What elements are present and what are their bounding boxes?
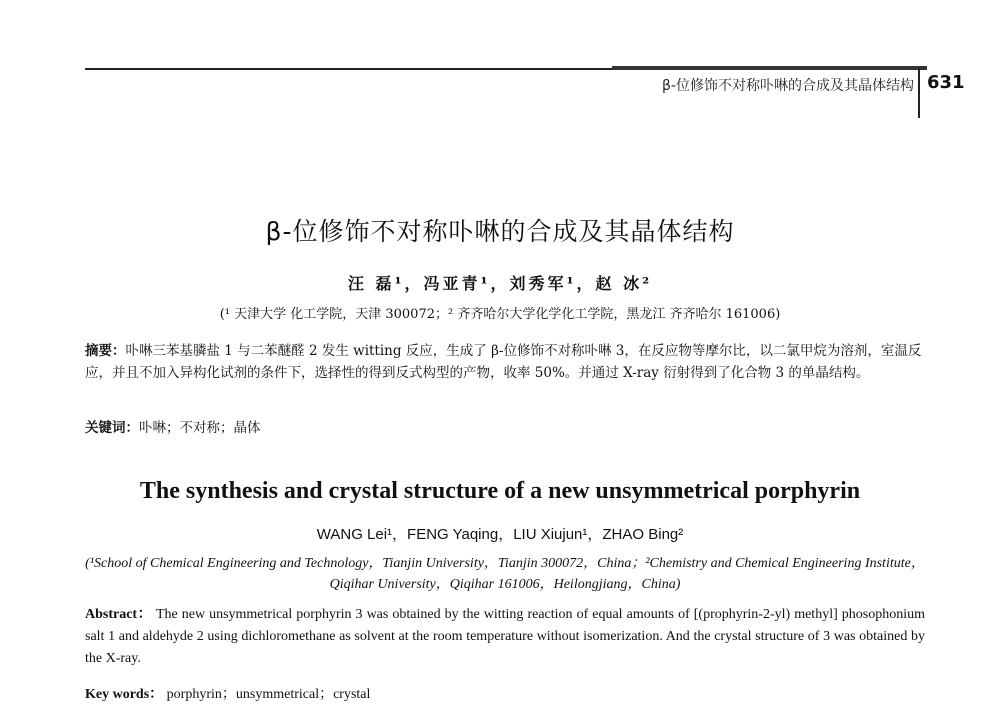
chinese-abstract-label: 摘要：	[85, 343, 126, 359]
english-authors: WANG Lei¹，FENG Yaqing，LIU Xiujun¹，ZHAO Bing²	[316, 526, 684, 543]
english-keywords	[85, 683, 925, 703]
chinese-affiliations: (¹ 天津大学 化工学院，天津 300072；² 齐齐哈尔大学化学化工学院，黑龙江 齐齐哈尔 161006)	[219, 307, 781, 322]
running-title: β-位修饰不对称卟啉的合成及其晶体结构	[662, 78, 914, 94]
chinese-title: β-位修饰不对称卟啉的合成及其晶体结构	[265, 217, 735, 246]
chinese-authors: 汪 磊¹，冯亚青¹，刘秀军¹，赵 冰²	[347, 274, 653, 293]
page-number: 631	[927, 72, 965, 93]
english-keywords-text: porphyrin；unsymmetrical；crystal	[166, 687, 371, 702]
header-rule-accent	[612, 66, 927, 70]
english-abstract-label: Abstract：	[85, 607, 153, 622]
english-abstract	[85, 604, 925, 670]
chinese-keywords-text: 卟啉；不对称；晶体	[139, 420, 261, 436]
chinese-keywords	[85, 416, 925, 436]
chinese-abstract-text: 卟啉三苯基膦盐 1 与二苯醚醛 2 发生 witting 反应，生成了 β-位修饰不对称卟啉 3，在反应物等摩尔比，以二氯甲烷为溶剂，室温反应，并且不加入异构化试剂的条件下，选择性的得到反式构型的产物，收率 50%。并通过 X-ray 衍射得到了化合物 3 的单晶结构。	[85, 343, 922, 381]
english-affiliations: (¹School of Chemical Engineering and Technology，Tianjin University，Tianjin 300072，China；²Chemistry and Chemical Engineering Institute，Qiqihar University，Qiqihar 161006，Heilongjiang，China)	[85, 556, 925, 592]
chinese-abstract	[85, 340, 925, 384]
english-title: The synthesis and crystal structure of a new unsymmetrical porphyrin	[139, 478, 861, 504]
english-keywords-label: Key words：	[85, 687, 164, 702]
english-abstract-text: The new unsymmetrical porphyrin 3 was obtained by the witting reaction of equal amounts of [(prophyrin-2-yl) methyl] phosophonium salt 1 and aldehyde 2 using dichloromethane as solvent at the room temperature without isomerization. And the crystal structure of 3 was obtained by the X-ray.	[85, 607, 925, 666]
chinese-keywords-label: 关键词：	[85, 420, 139, 436]
header-divider	[918, 68, 920, 118]
